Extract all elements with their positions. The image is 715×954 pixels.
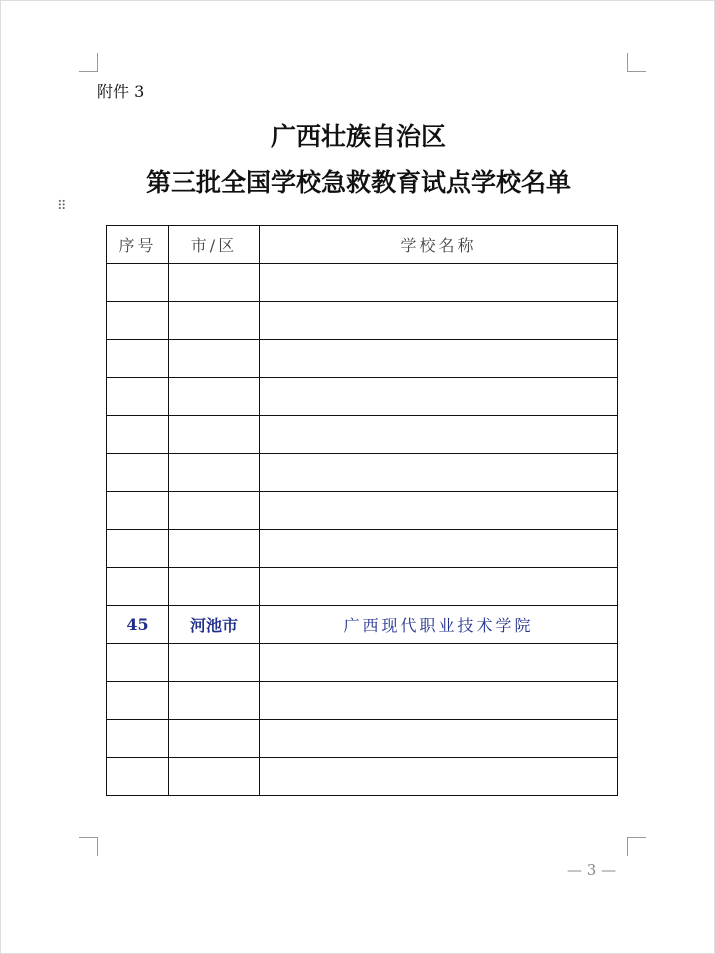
crop-mark-top-right [627,53,646,72]
table-drag-handle-icon[interactable]: ⠿ [57,199,65,214]
page-number: — 3 — [567,861,617,879]
row-school-name: 广西现代职业技术学院 [260,606,618,644]
table-row [107,454,618,492]
header-city: 市/区 [169,226,260,264]
table-header-row [107,226,618,264]
table-row [107,492,618,530]
table-row [107,340,618,378]
school-list-table [106,225,618,796]
attachment-label: 附件 3 [97,82,145,101]
header-school-name: 学校名称 [260,226,618,264]
crop-mark-bottom-right [627,837,646,856]
document-title-line1: 广西壮族自治区 [270,122,446,151]
crop-mark-bottom-left [79,837,98,856]
header-number: 序号 [107,226,169,264]
table-row [107,378,618,416]
table-row [107,302,618,340]
table-row [107,530,618,568]
table-row [107,568,618,606]
table-row [107,720,618,758]
table-row-highlighted [107,606,618,644]
row-number: 45 [107,606,169,644]
table-row [107,264,618,302]
table-row [107,416,618,454]
document-title-line2: 第三批全国学校急救教育试点学校名单 [145,168,571,197]
table-row [107,682,618,720]
row-city: 河池市 [169,606,260,644]
crop-mark-top-left [79,53,98,72]
table-row [107,758,618,796]
table-row [107,644,618,682]
